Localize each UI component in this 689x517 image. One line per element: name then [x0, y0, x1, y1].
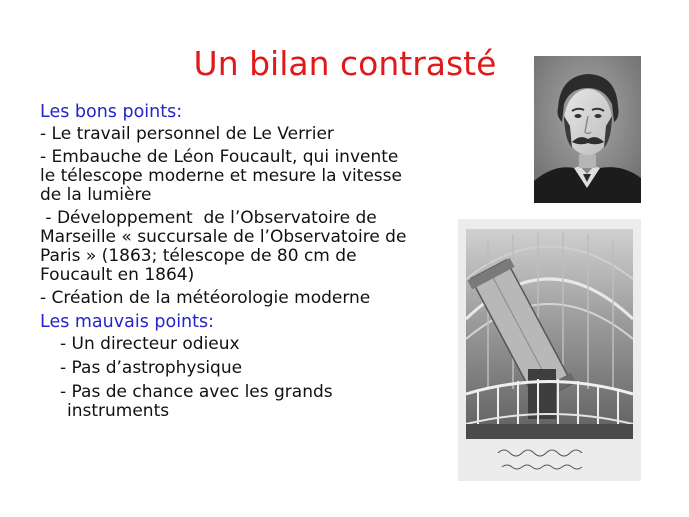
good-point-3 — [40, 209, 430, 285]
good-point-2-line-1: - Embauche de Léon Foucault, qui invente — [40, 147, 399, 167]
good-point-2-line-2: le télescope moderne et mesure la vitesse — [40, 166, 402, 186]
bad-point-3 — [40, 383, 430, 421]
good-point-3-line-3: Paris » (1863; télescope de 80 cm de — [40, 246, 357, 266]
good-point-2 — [40, 148, 430, 205]
good-point-4-line-1: - Création de la météorologie moderne — [40, 288, 371, 308]
bad-point-2-line-1: - Pas d’astrophysique — [60, 358, 243, 378]
good-point-3-line-2: Marseille « succursale de l’Observatoire de — [40, 227, 407, 247]
good-point-1-line-1: - Le travail personnel de Le Verrier — [40, 124, 334, 144]
good-point-1 — [40, 125, 430, 144]
bad-point-1-line-1: - Un directeur odieux — [60, 334, 240, 354]
bad-point-2 — [40, 359, 430, 378]
good-point-2-line-3: de la lumière — [40, 185, 152, 205]
bad-point-3-line-2: instruments — [67, 401, 170, 421]
observatory-photo — [458, 219, 641, 481]
bad-points-heading: Les mauvais points: — [40, 312, 215, 332]
bad-point-1 — [40, 335, 430, 354]
good-point-4 — [40, 289, 430, 308]
portrait-photo — [534, 56, 641, 203]
slide-title: Un bilan contrasté — [193, 44, 497, 83]
good-point-3-line-1: - Développement de l’Observatoire de — [40, 208, 377, 228]
observatory-image — [458, 219, 641, 481]
good-point-3-line-4: Foucault en 1864) — [40, 265, 195, 285]
slide-body — [40, 102, 430, 426]
good-points-heading: Les bons points: — [40, 102, 183, 122]
bad-point-3-line-1: - Pas de chance avec les grands — [60, 382, 333, 402]
portrait-image — [534, 56, 641, 203]
